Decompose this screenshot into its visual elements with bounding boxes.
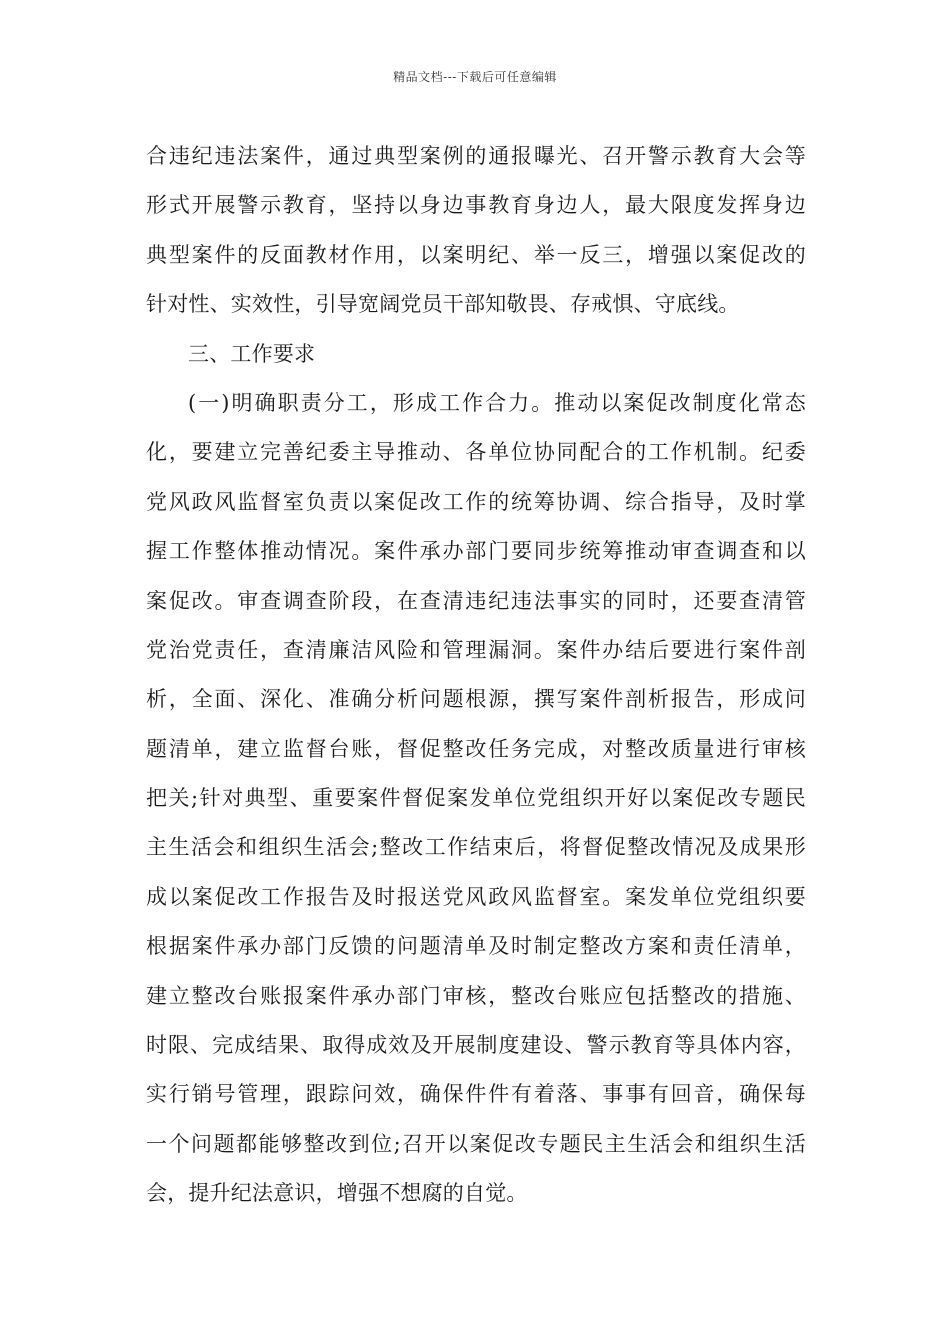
text-line: 时限、完成结果、取得成效及开展制度建设、警示教育等具体内容， [146, 1033, 806, 1058]
text-line: 针对性、实效性，引导宽阔党员干部知敬畏、存戒惧、守底线。 [146, 292, 740, 317]
text-line: 会，提升纪法意识，增强不想腐的自觉。 [146, 1181, 528, 1206]
text-line: 案促改。审查调查阶段，在查清违纪违法事实的同时，还要查清管 [146, 588, 806, 613]
text-line: 根据案件承办部门反馈的问题清单及时制定整改方案和责任清单， [146, 934, 806, 959]
document-body [146, 132, 806, 1219]
text-line: 建立整改台账报案件承办部门审核，整改台账应包括整改的措施、 [146, 983, 806, 1008]
text-line: 主生活会和组织生活会;整改工作结束后，将督促整改情况及成果形 [146, 835, 806, 860]
text-line: 析，全面、深化、准确分析问题根源，撰写案件剖析报告，形成问 [146, 687, 806, 712]
text-line: 合违纪违法案件，通过典型案例的通报曝光、召开警示教育大会等 [146, 144, 806, 168]
paragraph [146, 379, 806, 1219]
text-line: 典型案件的反面教材作用，以案明纪、举一反三，增强以案促改的 [146, 242, 806, 267]
text-line: 实行销号管理，跟踪问效，确保件件有着落、事事有回音，确保每 [146, 1082, 806, 1107]
text-line: 题清单，建立监督台账，督促整改任务完成，对整改质量进行审核 [146, 736, 806, 761]
page-header: 精品文档---下载后可任意编辑 [393, 70, 557, 84]
text-line: 把关;针对典型、重要案件督促案发单位党组织开好以案促改专题民 [146, 786, 806, 811]
text-line: (一)明确职责分工，形成工作合力。推动以案促改制度化常态 [188, 390, 806, 415]
text-line: 党治党责任，查清廉洁风险和管理漏洞。案件办结后要进行案件剖 [146, 637, 806, 662]
text-line: 握工作整体推动情况。案件承办部门要同步统筹推动审查调查和以 [146, 539, 806, 564]
section-heading [146, 330, 806, 379]
paragraph [146, 132, 806, 330]
heading-line: 三、工作要求 [188, 341, 316, 366]
text-line: 形式开展警示教育，坚持以身边事教育身边人，最大限度发挥身边 [146, 193, 806, 218]
text-line: 一个问题都能够整改到位;召开以案促改专题民主生活会和组织生活 [146, 1131, 806, 1156]
text-line: 成以案促改工作报告及时报送党风政风监督室。案发单位党组织要 [146, 884, 806, 909]
text-line: 化，要建立完善纪委主导推动、各单位协同配合的工作机制。纪委 [146, 440, 806, 465]
text-line: 党风政风监督室负责以案促改工作的统筹协调、综合指导，及时掌 [146, 489, 806, 514]
